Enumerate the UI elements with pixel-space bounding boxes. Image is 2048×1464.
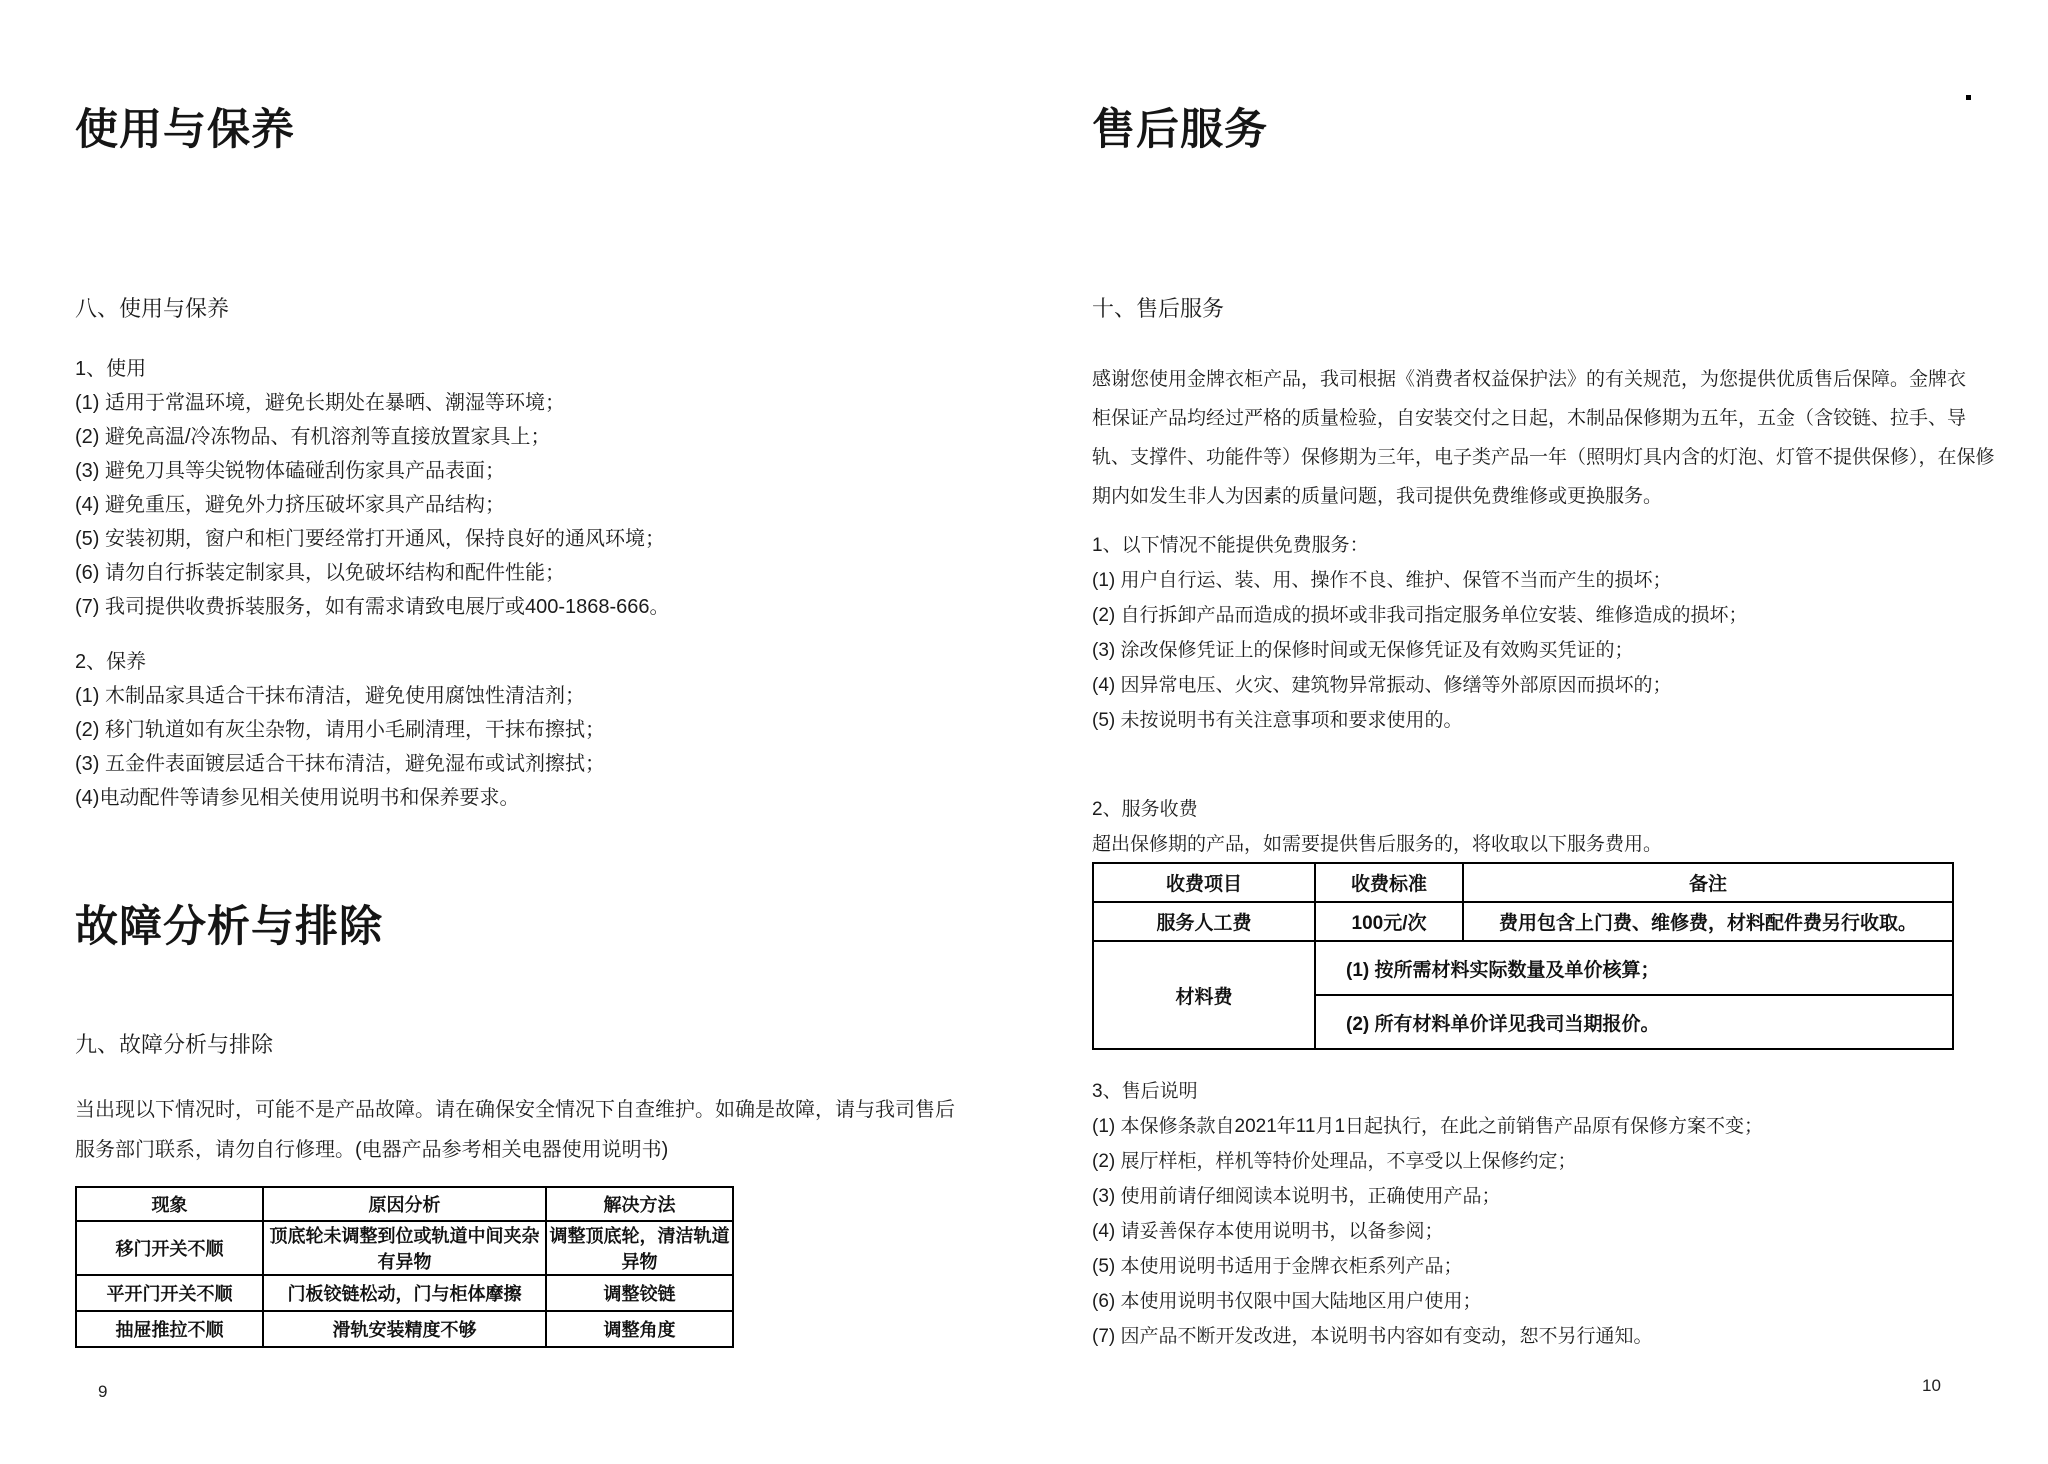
- cell-material-note: (2) 所有材料单价详见我司当期报价。: [1315, 995, 1953, 1049]
- list-item: (5) 本使用说明书适用于金牌衣柜系列产品；: [1092, 1256, 1463, 1277]
- list-item: (1) 适用于常温环境，避免长期处在暴晒、潮湿等环境；: [75, 392, 565, 414]
- section-heading-after-sales: 十、售后服务: [1092, 296, 1225, 321]
- section-heading-use-care: 八、使用与保养: [75, 296, 230, 321]
- list-item: (2) 避免高温/冷冻物品、有机溶剂等直接放置家具上；: [75, 426, 551, 448]
- table-row-material: [1093, 941, 1953, 995]
- list-item: (4) 因异常电压、火灾、建筑物异常振动、修缮等外部原因而损坏的；: [1092, 675, 1672, 696]
- list-item: (3) 使用前请仔细阅读本说明书，正确使用产品；: [1092, 1186, 1501, 1207]
- troubleshooting-intro: [75, 1090, 955, 1170]
- use-list: [75, 352, 670, 624]
- intro-line: 柜保证产品均经过严格的质量检验，自安装交付之日起，木制品保修期为五年，五金（含铰链、拉手、导: [1092, 408, 1967, 429]
- list-item: (2) 展厅样柜，样机等特价处理品，不享受以上保修约定；: [1092, 1151, 1577, 1172]
- column-header: 收费标准: [1315, 863, 1463, 902]
- cell-fee-item: 材料费: [1093, 941, 1315, 1049]
- list-item: (6) 请勿自行拆装定制家具，以免破坏结构和配件性能；: [75, 562, 565, 584]
- list-item: (5) 安装初期，窗户和柜门要经常打开通风，保持良好的通风环境；: [75, 528, 665, 550]
- table-row: [76, 1221, 733, 1275]
- cell-fee-item: 服务人工费: [1093, 902, 1315, 941]
- list-item: (3) 五金件表面镀层适合干抹布清洁，避免湿布或试剂擦拭；: [75, 753, 605, 775]
- cell-symptom: 移门开关不顺: [76, 1221, 263, 1275]
- page-number: 9: [98, 1382, 108, 1401]
- column-header: 原因分析: [263, 1187, 546, 1221]
- column-header: 现象: [76, 1187, 263, 1221]
- page-title-after-sales: 售后服务: [1092, 106, 1268, 154]
- cell-cause: 门板铰链松动，门与柜体摩擦: [263, 1275, 546, 1311]
- table-row: [76, 1275, 733, 1311]
- cell-cause: 顶底轮未调整到位或轨道中间夹杂有异物: [263, 1221, 546, 1275]
- section-heading-troubleshooting: 九、故障分析与排除: [75, 1032, 274, 1057]
- list-subtitle: 1、使用: [75, 358, 147, 380]
- after-sales-notes-list: [1092, 1074, 1763, 1354]
- list-item: (1) 本保修条款自2021年11月1日起执行，在此之前销售产品原有保修方案不变；: [1092, 1116, 1764, 1137]
- cell-fee-note: 费用包含上门费、维修费，材料配件费另行收取。: [1463, 902, 1953, 941]
- table-row-labor: [1093, 902, 1953, 941]
- service-fee-table: [1092, 862, 1954, 1050]
- cell-symptom: 抽屉推拉不顺: [76, 1311, 263, 1347]
- cell-material-note: (1) 按所需材料实际数量及单价核算；: [1315, 941, 1953, 995]
- table-header-row: [1093, 863, 1953, 902]
- list-item: (2) 自行拆卸产品而造成的损坏或非我司指定服务单位安装、维修造成的损坏；: [1092, 605, 1748, 626]
- list-item: (7) 我司提供收费拆装服务，如有需求请致电展厅或400-1868-666。: [75, 596, 670, 618]
- column-header: 解决方法: [546, 1187, 733, 1221]
- cell-solution: 调整顶底轮，清洁轨道异物: [546, 1221, 733, 1275]
- list-item: (4)电动配件等请参见相关使用说明书和保养要求。: [75, 787, 520, 809]
- intro-line: 服务部门联系，请勿自行修理。(电器产品参考相关电器使用说明书): [75, 1139, 669, 1161]
- list-item: (4) 请妥善保存本使用说明书，以备参阅；: [1092, 1221, 1444, 1242]
- page-10: [1024, 0, 2048, 1464]
- page-number: 10: [1922, 1376, 1941, 1395]
- cell-solution: 调整铰链: [546, 1275, 733, 1311]
- non-free-service-list: [1092, 528, 1748, 738]
- intro-line: 期内如发生非人为因素的质量问题，我司提供免费维修或更换服务。: [1092, 486, 1663, 507]
- cell-solution: 调整角度: [546, 1311, 733, 1347]
- table-row: [76, 1311, 733, 1347]
- fee-description: 超出保修期的产品，如需要提供售后服务的，将收取以下服务费用。: [1092, 834, 1663, 855]
- care-list: [75, 645, 605, 815]
- intro-line: 当出现以下情况时，可能不是产品故障。请在确保安全情况下自查维护。如确是故障，请与我司售后: [75, 1099, 955, 1121]
- list-item: (6) 本使用说明书仅限中国大陆地区用户使用；: [1092, 1291, 1482, 1312]
- list-item: (1) 木制品家具适合干抹布清洁，避免使用腐蚀性清洁剂；: [75, 685, 585, 707]
- list-item: (7) 因产品不断开发改进，本说明书内容如有变动，恕不另行通知。: [1092, 1326, 1653, 1347]
- list-item: (5) 未按说明书有关注意事项和要求使用的。: [1092, 710, 1463, 731]
- cell-fee-rate: 100元/次: [1315, 902, 1463, 941]
- list-item: (2) 移门轨道如有灰尘杂物，请用小毛刷清理，干抹布擦拭；: [75, 719, 605, 741]
- table-header-row: [76, 1187, 733, 1221]
- list-subtitle: 2、保养: [75, 651, 147, 673]
- stray-dot-mark: [1966, 95, 1971, 100]
- cell-symptom: 平开门开关不顺: [76, 1275, 263, 1311]
- list-item: (1) 用户自行运、装、用、操作不良、维护、保管不当而产生的损坏；: [1092, 570, 1672, 591]
- page-title-use-care: 使用与保养: [75, 106, 295, 154]
- list-item: (3) 涂改保修凭证上的保修时间或无保修凭证及有效购买凭证的；: [1092, 640, 1634, 661]
- troubleshooting-table: [75, 1186, 734, 1348]
- intro-line: 轨、支撑件、功能件等）保修期为三年，电子类产品一年（照明灯具内含的灯泡、灯管不提供保修），在保修: [1092, 447, 1995, 468]
- page-title-troubleshooting: 故障分析与排除: [75, 903, 383, 951]
- column-header: 收费项目: [1093, 863, 1315, 902]
- service-fee-heading: [1092, 792, 1662, 862]
- list-item: (3) 避免刀具等尖锐物体磕碰刮伤家具产品表面；: [75, 460, 505, 482]
- after-sales-intro: [1092, 360, 1995, 516]
- intro-line: 感谢您使用金牌衣柜产品，我司根据《消费者权益保护法》的有关规范，为您提供优质售后保障。金牌衣: [1092, 369, 1967, 390]
- list-item: (4) 避免重压，避免外力挤压破坏家具产品结构；: [75, 494, 505, 516]
- column-header: 备注: [1463, 863, 1953, 902]
- list-subtitle: 1、以下情况不能提供免费服务：: [1092, 535, 1369, 556]
- list-subtitle: 2、服务收费: [1092, 799, 1198, 820]
- list-subtitle: 3、售后说明: [1092, 1081, 1198, 1102]
- cell-cause: 滑轨安装精度不够: [263, 1311, 546, 1347]
